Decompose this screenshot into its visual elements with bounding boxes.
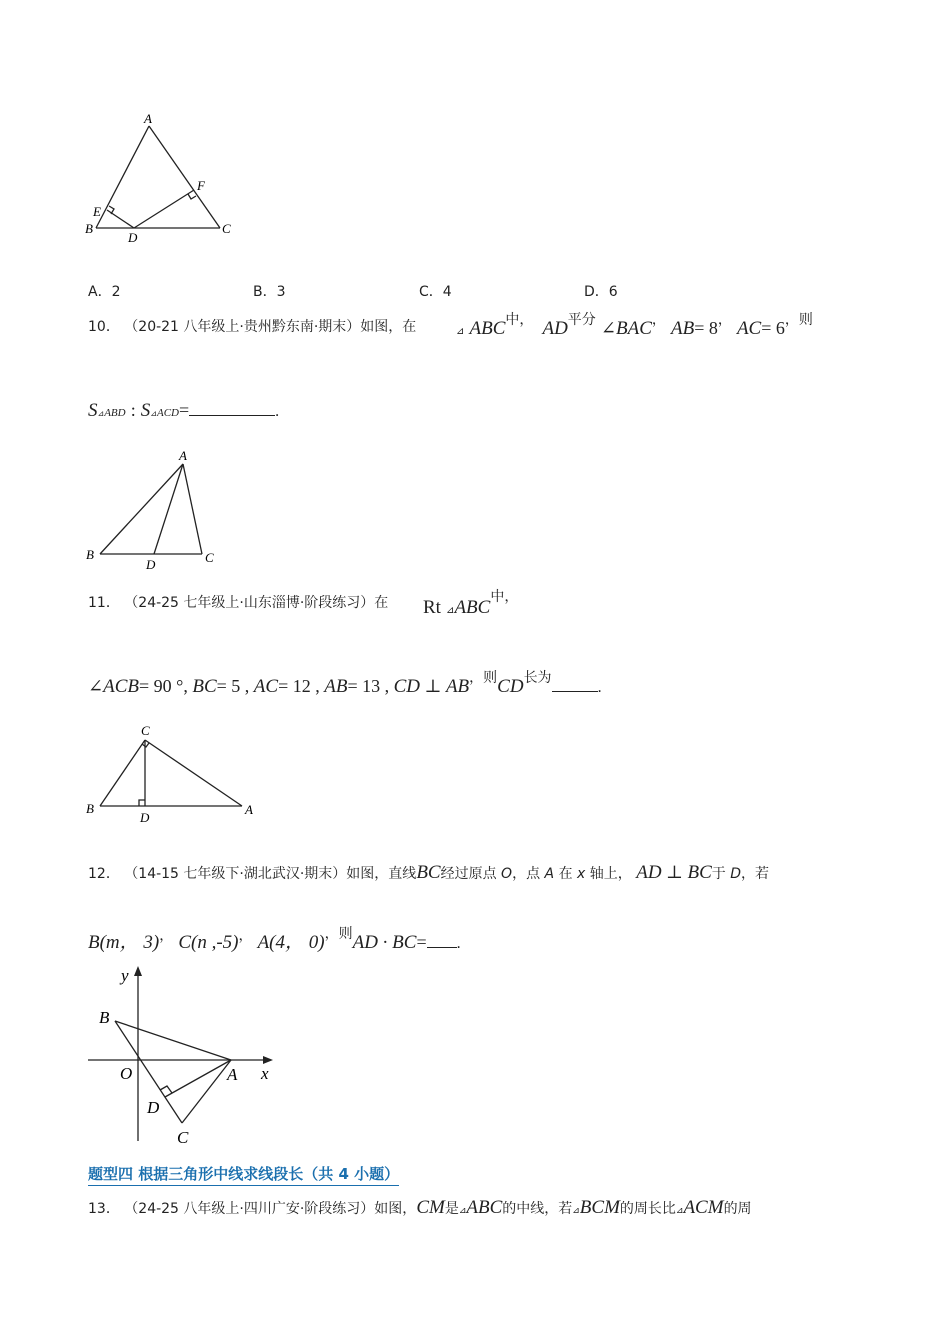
label-d: D [146, 557, 156, 572]
label-a: A [245, 802, 253, 817]
q12-then: ，则 [324, 926, 353, 942]
right-angle-e [109, 206, 114, 214]
q10-ac-val: = 6 [761, 318, 785, 338]
label-x: x [261, 1064, 269, 1083]
option-c[interactable] [419, 281, 452, 301]
segment-df [134, 190, 194, 228]
q10-in: 中， [505, 312, 534, 328]
q11-rt: Rt [423, 597, 441, 618]
q11-ab: AB [324, 676, 348, 697]
q12-bc2: BC [687, 862, 712, 883]
q12-bc: BC [416, 862, 441, 883]
q13-cm: CM [416, 1197, 445, 1218]
option-letter: C． [419, 284, 443, 300]
q10-tri: ABC [469, 318, 506, 339]
q13-perim: 的周长比 [619, 1201, 676, 1217]
option-d[interactable] [584, 281, 618, 301]
q11-math-line2 [88, 670, 602, 698]
q10-answer-blank[interactable] [189, 415, 275, 416]
triangle-symbol: ⊿ [150, 409, 157, 418]
q13-zhou: 的周 [723, 1201, 752, 1217]
q12-eq: = [416, 932, 427, 952]
q11-tri: ABC [454, 597, 491, 618]
q10-period: . [275, 403, 280, 420]
segment-ab [96, 126, 149, 228]
q11-bc: BC [192, 676, 217, 697]
q12-a-point: A(4， 0) [257, 932, 325, 953]
q12-if: ，若 [741, 866, 769, 882]
q12-through: 经过原点 [440, 866, 497, 882]
option-letter: D． [584, 284, 609, 300]
q10-acd: ACD [157, 407, 179, 419]
q12-point: ，点 [512, 866, 541, 882]
q11-cond-b: = 5 , [216, 676, 254, 696]
segment-ca [145, 740, 242, 806]
q11-period: . [597, 679, 602, 696]
angle-symbol: ∠ [88, 676, 104, 696]
figure-q11 [80, 718, 265, 830]
segment-ad [165, 1060, 231, 1097]
q12-on: 在 [558, 866, 573, 882]
q10-line1 [88, 316, 416, 336]
option-value: 3 [276, 284, 286, 300]
option-letter: B． [253, 284, 277, 300]
q12-o: O [501, 866, 513, 882]
q10-ab-val: = 8 [694, 318, 718, 338]
label-o: O [120, 1064, 133, 1083]
y-axis-arrow [134, 966, 142, 976]
q10-math-line1 [456, 312, 813, 340]
q11-cd: CD [393, 676, 420, 697]
q10-ratio: : [130, 400, 136, 420]
label-c: C [141, 723, 150, 738]
q10-comma2: ， [717, 312, 732, 328]
label-b: B [85, 221, 93, 236]
segment-ac [149, 126, 220, 228]
q12-expr: AD · BC [352, 932, 417, 953]
triangle-symbol: ⊿ [446, 605, 455, 616]
option-value: 6 [608, 284, 618, 300]
angle-symbol: ∠ [600, 318, 616, 338]
q11-angle: ACB [103, 676, 139, 697]
q11-ac: AC [253, 676, 279, 697]
q11-number: 11． [88, 595, 120, 611]
q10-math-line2 [88, 400, 279, 422]
q12-answer-blank[interactable] [427, 947, 457, 948]
q12-x: x [577, 866, 586, 882]
segment-ac [182, 1060, 231, 1123]
q12-comma2: ， [238, 928, 253, 944]
triangle-symbol: ⊿ [675, 1206, 684, 1216]
triangle-symbol: ⊿ [458, 1206, 467, 1216]
q10-ab: AB [670, 318, 695, 339]
q10-eq: = [179, 400, 190, 420]
option-a[interactable] [88, 281, 121, 301]
q10-source: （20-21 八年级上·贵州黔东南·期末）如图，在 [124, 319, 417, 335]
label-d: D [147, 1098, 160, 1117]
label-a: A [144, 111, 152, 126]
segment-cb [100, 740, 145, 806]
q11-perp: ⊥ [420, 676, 446, 696]
q10-ac: AC [736, 318, 762, 339]
q12-math-line2 [88, 927, 461, 954]
q13-is: 是 [444, 1201, 459, 1217]
label-b: B [99, 1008, 110, 1027]
label-y: y [121, 966, 129, 985]
q10-bac: BAC [615, 318, 652, 339]
segment-ab [100, 464, 183, 554]
q11-line1 [88, 592, 388, 612]
q11-ab2: AB [445, 676, 470, 697]
q11-math-line1 [423, 589, 519, 619]
label-a: A [227, 1065, 238, 1084]
label-c: C [205, 550, 214, 565]
q13-number: 13． [88, 1201, 120, 1217]
figure-q12 [85, 963, 285, 1148]
label-f: F [197, 178, 205, 193]
q10-abd: ABD [104, 407, 126, 419]
section-heading: 题型四 根据三角形中线求线段长（共 4 小题） [88, 1163, 399, 1186]
q12-source: （14-15 七年级下·湖北武汉·期末）如图，直线 [124, 866, 417, 882]
figure-q9 [80, 110, 250, 245]
q12-perp: ⊥ [661, 862, 688, 882]
label-d: D [128, 230, 138, 245]
triangle-symbol: ⊿ [456, 326, 465, 337]
q11-in: 中， [490, 589, 519, 605]
q10-s2: S [140, 400, 151, 421]
q10-comma1: ， [651, 312, 666, 328]
q11-then: ，则 [469, 670, 498, 686]
label-e: E [93, 204, 101, 219]
q10-s1: S [88, 400, 98, 421]
option-value: 4 [442, 284, 452, 300]
segment-ac [183, 464, 202, 554]
triangle-symbol: ⊿ [97, 409, 105, 418]
label-b: B [86, 801, 94, 816]
q12-axis: 轴上， [589, 866, 632, 882]
segment-ad [154, 464, 183, 554]
q10-ad: AD [542, 318, 568, 339]
label-d: D [140, 810, 150, 825]
option-b[interactable] [253, 281, 286, 301]
right-angle-d [139, 800, 145, 806]
q12-number: 12． [88, 866, 120, 882]
q13-bcm: BCM [579, 1197, 620, 1218]
q13-source: （24-25 八年级上·四川广安·阶段练习）如图， [124, 1201, 417, 1217]
q12-a: A [544, 866, 555, 882]
q10-bisect: 平分 [567, 312, 596, 328]
q13-tri: ABC [466, 1197, 503, 1218]
q13-acm: ACM [683, 1197, 724, 1218]
triangle-symbol: ⊿ [572, 1206, 580, 1216]
q11-source: （24-25 七年级上·山东淄博·阶段练习）在 [124, 595, 389, 611]
figure-q10 [80, 447, 225, 575]
q12-ad: AD [636, 862, 662, 883]
label-b: B [86, 547, 94, 562]
x-axis-arrow [263, 1056, 273, 1064]
q11-cond-a: = 90 °, [138, 676, 193, 696]
q12-c-point: C(n ,-5) [178, 932, 239, 953]
label-a: A [179, 448, 187, 463]
q11-cond-c: = 12 , [278, 676, 325, 696]
q11-len: 长为 [523, 670, 552, 686]
q11-answer-blank[interactable] [552, 691, 598, 692]
segment-ba [115, 1021, 231, 1060]
label-c: C [222, 221, 231, 236]
label-c: C [177, 1128, 189, 1147]
option-value: 2 [111, 284, 121, 300]
q12-b-point: B(m， 3) [88, 932, 160, 953]
q13-line1 [88, 1197, 752, 1219]
q12-at: 于 [711, 866, 726, 882]
q12-line1 [88, 862, 769, 884]
right-angle-f [188, 194, 196, 199]
q12-period: . [456, 935, 461, 952]
q10-number: 10． [88, 319, 120, 335]
q13-median: 的中线，若 [502, 1201, 573, 1217]
q11-cd2: CD [497, 676, 524, 697]
option-letter: A． [88, 284, 112, 300]
q11-cond-d: = 13 , [347, 676, 394, 696]
q10-then: ，则 [784, 312, 813, 328]
q12-d: D [730, 866, 741, 882]
q12-comma1: ， [159, 928, 174, 944]
